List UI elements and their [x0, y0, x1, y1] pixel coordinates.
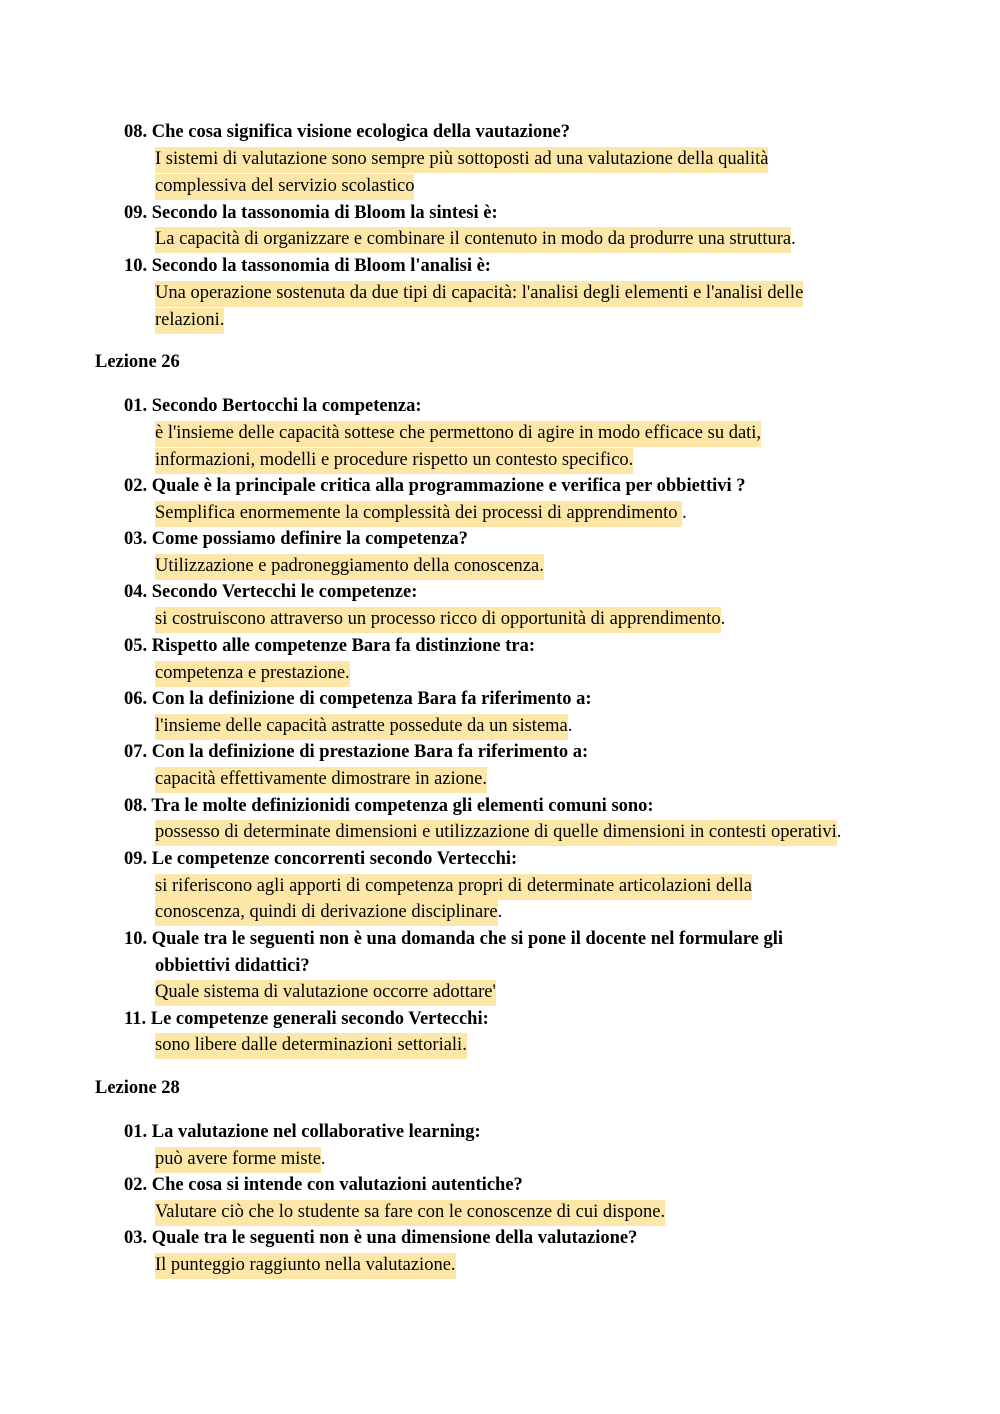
answer-03-line-1: [155, 557, 544, 576]
answer-highlight: l'insieme delle capacità astratte possedute da un sistema: [155, 714, 568, 740]
answer-08-line-2: [155, 177, 414, 196]
answer-01-line-2: [155, 451, 633, 470]
answer-02-line-1: Semplifica enormemente la complessità dei processi di apprendimento .: [155, 504, 687, 523]
answer-09b-line-1: [155, 877, 752, 896]
question-08: 08. Che cosa significa visione ecologica della vautazione?: [124, 122, 571, 142]
question-01c: 01. La valutazione nel collaborative learning:: [124, 1122, 481, 1142]
answer-highlight: informazioni, modelli e procedure rispetto un contesto specifico.: [155, 448, 633, 474]
question-06: 06. Con la definizione di competenza Bara fa riferimento a:: [124, 689, 592, 709]
answer-highlight: può avere forme miste: [155, 1147, 321, 1173]
question-02: 02. Quale è la principale critica alla programmazione e verifica per obbiettivi ?: [124, 476, 746, 496]
answer-11-line-1: [155, 1036, 467, 1055]
answer-highlight: sono libere dalle determinazioni settoriali.: [155, 1033, 467, 1059]
answer-04-line-1: si costruiscono attraverso un processo ricco di opportunità di apprendimento.: [155, 610, 725, 629]
question-07: 07. Con la definizione di prestazione Bara fa riferimento a:: [124, 742, 589, 762]
answer-10-line-1: [155, 284, 803, 303]
answer-05-line-1: [155, 664, 350, 683]
answer-07-line-1: [155, 770, 487, 789]
answer-highlight: complessiva del servizio scolastico: [155, 174, 414, 200]
question-01: 01. Secondo Bertocchi la competenza:: [124, 396, 422, 416]
answer-01c-line-1: può avere forme miste.: [155, 1150, 326, 1169]
question-05: 05. Rispetto alle competenze Bara fa distinzione tra:: [124, 636, 536, 656]
answer-09b-line-2: conoscenza, quindi di derivazione disciplinare.: [155, 903, 502, 922]
question-09: 09. Secondo la tassonomia di Bloom la sintesi è:: [124, 203, 498, 223]
answer-10-line-2: [155, 311, 224, 330]
section-heading-lezione-28: Lezione 28: [95, 1078, 180, 1098]
answer-highlight: La capacità di organizzare e combinare il contenuto in modo da produrre una struttura: [155, 227, 791, 253]
question-02c: 02. Che cosa si intende con valutazioni autentiche?: [124, 1175, 523, 1195]
question-08b: 08. Tra le molte definizionidi competenza gli elementi comuni sono:: [124, 796, 654, 816]
answer-06-line-1: l'insieme delle capacità astratte possedute da un sistema.: [155, 717, 572, 736]
answer-highlight: possesso di determinate dimensioni e utilizzazione di quelle dimensioni in contesti operativi: [155, 820, 837, 846]
question-11: 11. Le competenze generali secondo Vertecchi:: [124, 1009, 489, 1029]
answer-highlight: competenza e prestazione.: [155, 661, 350, 687]
answer-highlight: Il punteggio raggiunto nella valutazione.: [155, 1253, 456, 1279]
answer-highlight: si costruiscono attraverso un processo ricco di opportunità di apprendimento: [155, 607, 721, 633]
answer-highlight: I sistemi di valutazione sono sempre più sottoposti ad una valutazione della qualità: [155, 147, 768, 173]
answer-highlight: capacità effettivamente dimostrare in azione.: [155, 767, 487, 793]
answer-01-line-1: [155, 424, 761, 443]
answer-highlight: Quale sistema di valutazione occorre adottare': [155, 980, 496, 1006]
answer-highlight: si riferiscono agli apporti di competenza propri di determinate articolazioni della: [155, 874, 752, 900]
answer-highlight: Utilizzazione e padroneggiamento della conoscenza.: [155, 554, 544, 580]
answer-highlight: è l'insieme delle capacità sottese che permettono di agire in modo efficace su dati,: [155, 421, 761, 447]
section-heading-lezione-26: Lezione 26: [95, 352, 180, 372]
question-09b: 09. Le competenze concorrenti secondo Vertecchi:: [124, 849, 518, 869]
answer-08b-line-1: possesso di determinate dimensioni e utilizzazione di quelle dimensioni in contesti operativi.: [155, 823, 841, 842]
answer-highlight: Valutare ciò che lo studente sa fare con le conoscenze di cui dispone.: [155, 1200, 665, 1226]
answer-10b-line-1: [155, 983, 496, 1002]
answer-highlight: Semplifica enormemente la complessità dei processi di apprendimento: [155, 501, 682, 527]
answer-highlight: conoscenza, quindi di derivazione disciplinare: [155, 900, 498, 926]
answer-08-line-1: [155, 150, 768, 169]
question-10b-line-2: obbiettivi didattici?: [155, 956, 310, 976]
question-04: 04. Secondo Vertecchi le competenze:: [124, 582, 418, 602]
question-03: 03. Come possiamo definire la competenza?: [124, 529, 468, 549]
answer-02c-line-1: [155, 1203, 665, 1222]
answer-highlight: relazioni.: [155, 308, 224, 334]
question-10b: 10. Quale tra le seguenti non è una domanda che si pone il docente nel formulare gli: [124, 929, 783, 949]
answer-03c-line-1: [155, 1256, 456, 1275]
answer-highlight: Una operazione sostenuta da due tipi di capacità: l'analisi degli elementi e l'analisi delle: [155, 281, 803, 307]
question-10: 10. Secondo la tassonomia di Bloom l'analisi è:: [124, 256, 491, 276]
answer-09-line-1: La capacità di organizzare e combinare il contenuto in modo da produrre una struttura.: [155, 230, 796, 249]
question-03c: 03. Quale tra le seguenti non è una dimensione della valutazione?: [124, 1228, 638, 1248]
